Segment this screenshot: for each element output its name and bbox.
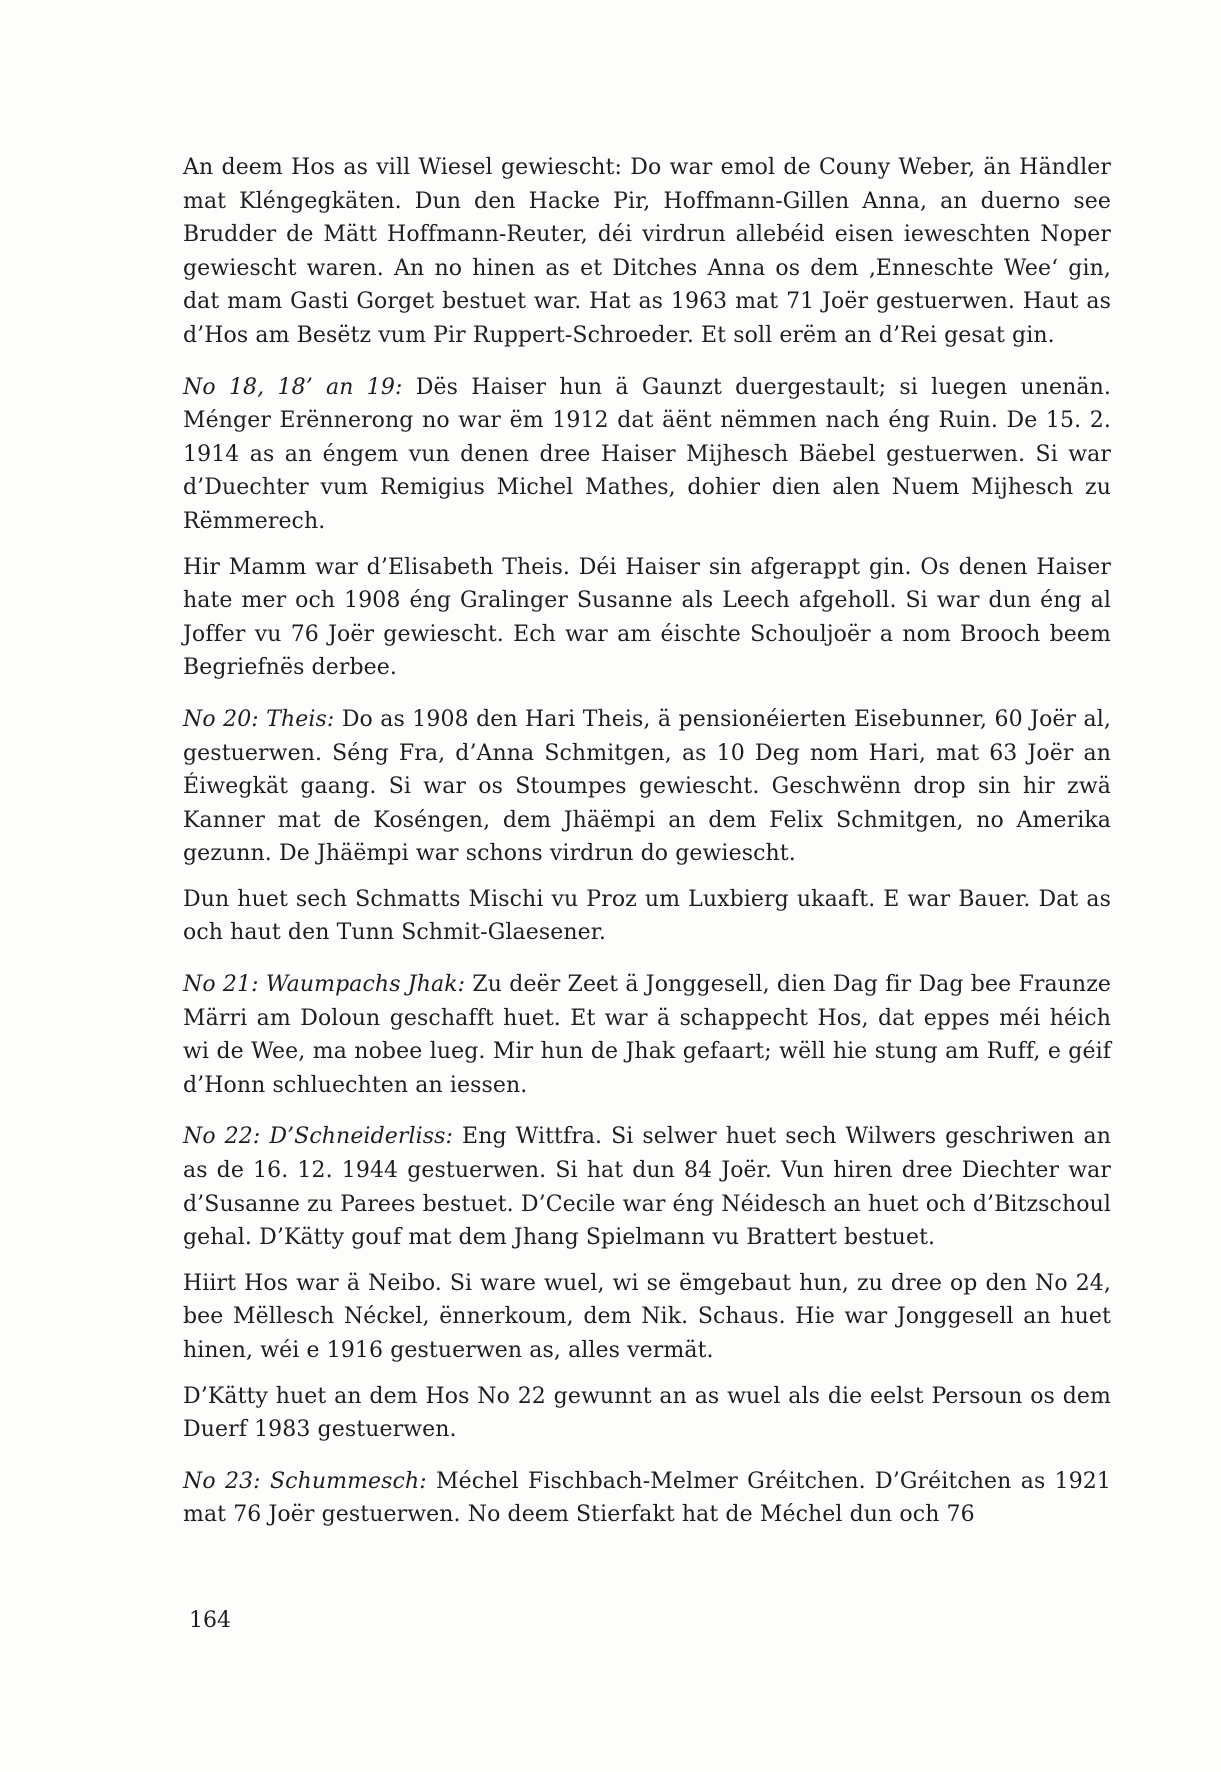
paragraph-3-text: Hir Mamm war d’Elisabeth Theis. Déi Haiser sin afgerappt gin. Os denen Haiser hate mer och 1908 éng Gralinger Susanne als Leech afgeholl. Si war dun éng al Joffer vu 76 Joër gewiescht. Ech war am éischte Schouljoër a nom Brooch beem Begriefnës derbee. [183, 554, 1111, 681]
paragraph-2-text: Dës Haiser hun ä Gaunzt duergestault; si luegen unenän. Ménger Erënnerong no war ëm 1912 dat äënt nëmmen nach éng Ruin. De 15. 2. 1914 as an éngem vun denen dree Haiser Mijhesch Bäebel gestuerwen. Si war d’Duechter vum Remigius Michel Mathes, dohier dien alen Nuem Mijhesch zu Rëmmerech. [183, 374, 1111, 534]
paragraph-8 [183, 1267, 1111, 1368]
paragraph-1-text: An deem Hos as vill Wiesel gewiescht: Do war emol de Couny Weber, än Händler mat Kléngegkäten. Dun den Hacke Pir, Hoffmann-Gillen Anna, an duerno see Brudder de Mätt Hoffmann-Reuter, déi virdrun allebéid eisen ieweschten Noper gewiescht waren. An no hinen as et Ditches Anna os dem ‚Enneschte Wee‘ gin, dat mam Gasti Gorget bestuet war. Hat as 1963 mat 71 Joër gestuerwen. Haut as d’Hos am Besëtz vum Pir Ruppert-Schroeder. Et soll erëm an d’Rei gesat gin. [183, 155, 1111, 348]
page-body-text [183, 151, 1111, 1544]
paragraph-4-heading: No 20: Theis: [183, 706, 335, 732]
page-number: 164 [189, 1608, 231, 1633]
paragraph-8-text: Hiirt Hos war ä Neibo. Si ware wuel, wi se ëmgebaut hun, zu dree op den No 24, bee Mëllesch Néckel, ënnerkoum, dem Nik. Schaus. Hie war Jonggesell an huet hinen, wéi e 1916 gestuerwen as, alles vermät. [183, 1270, 1111, 1363]
paragraph-7 [183, 1120, 1111, 1254]
paragraph-1 [183, 151, 1111, 353]
paragraph-3 [183, 551, 1111, 685]
paragraph-6-heading: No 21: Waumpachs Jhak: [183, 972, 466, 998]
paragraph-10-text: Méchel Fischbach-Melmer Gréitchen. D’Gréitchen as 1921 mat 76 Joër gestuerwen. No deem Stierfakt hat de Méchel dun och 76 [183, 1468, 1112, 1528]
paragraph-6-text: Zu deër Zeet ä Jonggesell, dien Dag fir Dag bee Fraunze Märri am Doloun geschafft huet. Et war ä schappecht Hos, dat eppes méi héich wi de Wee, ma nobee lueg. Mir hun de Jhak gefaart; wëll hie stung am Ruff, e géif d’Honn schluechten an iessen. [183, 972, 1112, 1098]
paragraph-10 [183, 1465, 1111, 1532]
paragraph-6 [183, 968, 1111, 1102]
paragraph-4 [183, 703, 1111, 871]
paragraph-2 [183, 371, 1111, 539]
paragraph-5 [183, 883, 1111, 950]
paragraph-7-heading: No 22: D’Schneiderliss: [183, 1124, 454, 1150]
paragraph-4-text: Do as 1908 den Hari Theis, ä pensionéierten Eisebunner, 60 Joër al, gestuerwen. Séng Fra, d’Anna Schmitgen, as 10 Deg nom Hari, mat 63 Joër an Éiwegkät gaang. Si war os Stoumpes gewiescht. Geschwënn drop sin hir zwä Kanner mat de Koséngen, dem Jhäëmpi an dem Felix Schmitgen, no Amerika gezunn. De Jhäëmpi war schons virdrun do gewiescht. [183, 706, 1111, 867]
paragraph-2-heading: No 18, 18’ an 19: [183, 374, 403, 400]
paragraph-10-heading: No 23: Schummesch: [183, 1468, 427, 1494]
paragraph-5-text: Dun huet sech Schmatts Mischi vu Proz um Luxbierg ukaaft. E war Bauer. Dat as och haut den Tunn Schmit-Glaesener. [183, 886, 1111, 946]
paragraph-9 [183, 1380, 1111, 1447]
paragraph-9-text: D’Kätty huet an dem Hos No 22 gewunnt an as wuel als die eelst Persoun os dem Duerf 1983 gestuerwen. [183, 1383, 1111, 1443]
paragraph-7-text: Eng Wittfra. Si selwer huet sech Wilwers geschriwen an as de 16. 12. 1944 gestuerwen. Si hat dun 84 Joër. Vun hiren dree Diechter war d’Susanne zu Parees bestuet. D’Cecile war éng Néidesch an huet och d’Bitzschoul gehal. D’Kätty gouf mat dem Jhang Spielmann vu Brattert bestuet. [183, 1124, 1111, 1251]
